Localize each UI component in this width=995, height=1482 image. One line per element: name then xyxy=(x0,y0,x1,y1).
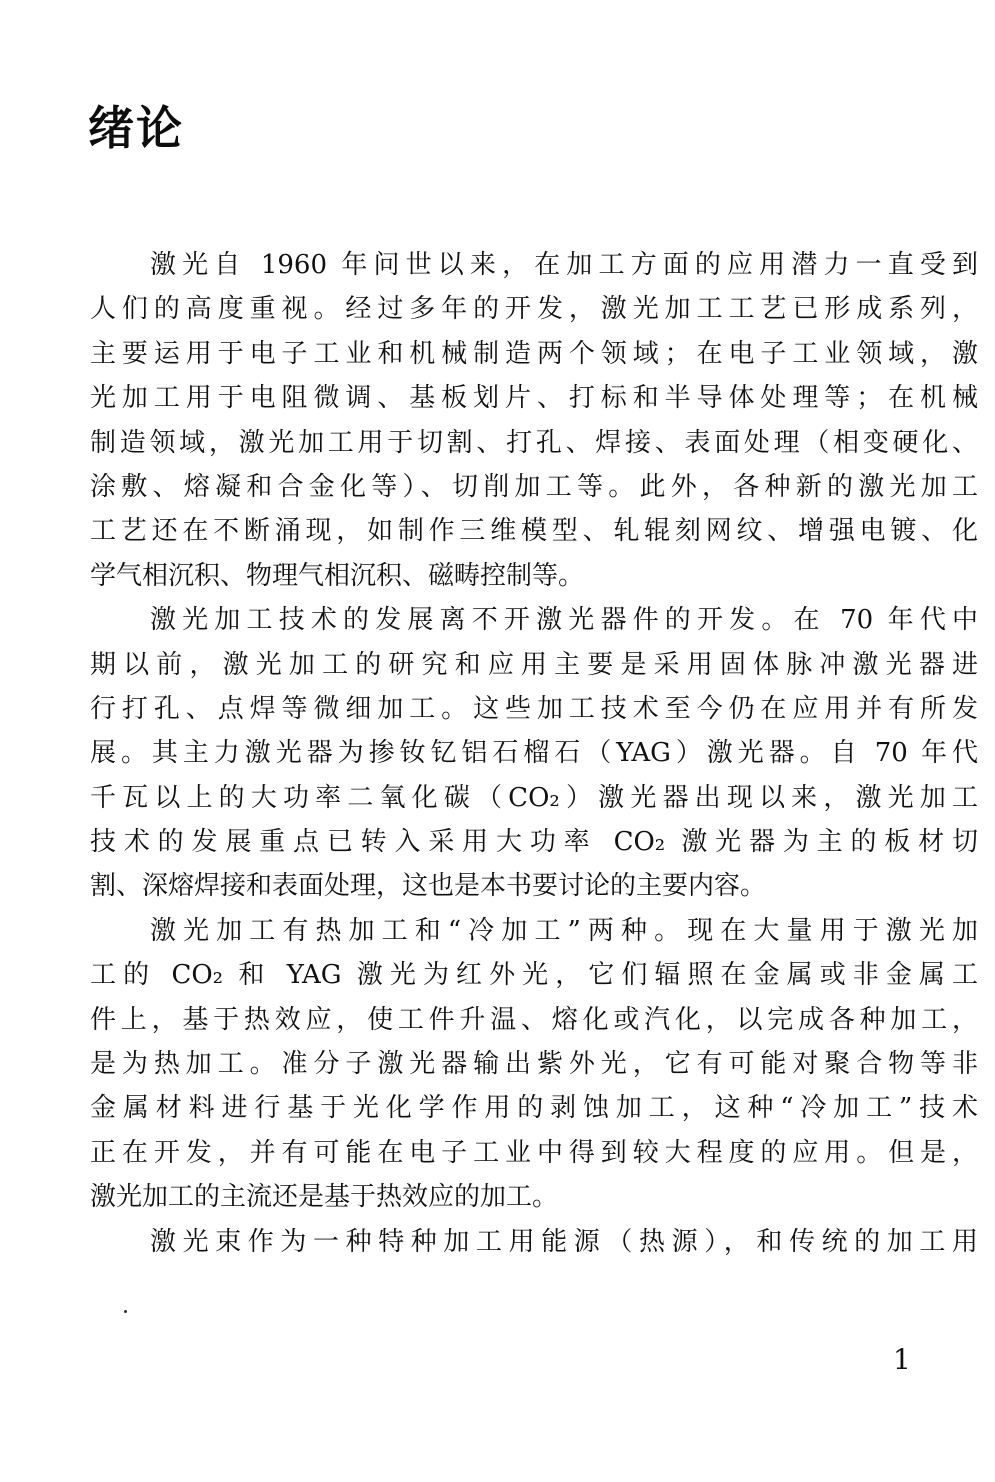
paragraph-line: 技术的发展重点已转入采用大功率 CO₂ 激光器为主的板材切 xyxy=(90,827,978,858)
paragraph-line: 激光束作为一种特种加工用能源（热源），和传统的加工用 xyxy=(150,1226,978,1257)
paragraph-line: 制造领域，激光加工用于切割、打孔、焊接、表面处理（相变硬化、 xyxy=(90,427,978,458)
paragraph-line: 割、深熔焊接和表面处理，这也是本书要讨论的主要内容。 xyxy=(90,871,767,902)
paragraph-line: 激光加工有热加工和“冷加工”两种。现在大量用于激光加 xyxy=(150,915,978,946)
paragraph-line: 件上，基于热效应，使工件升温、熔化或汽化，以完成各种加工， xyxy=(90,1004,978,1035)
paragraph-line: 行打孔、点焊等微细加工。这些加工技术至今仍在应用并有所发 xyxy=(90,693,978,724)
paragraph-line: 展。其主力激光器为掺钕钇铝石榴石（YAG）激光器。自 70 年代 xyxy=(90,738,978,769)
paragraph-line: 是为热加工。准分子激光器输出紫外光，它有可能对聚合物等非 xyxy=(90,1049,978,1080)
paragraph-line: 工艺还在不断涌现，如制作三维模型、轧辊刻网纹、增强电镀、化 xyxy=(90,516,978,547)
paragraph-line: 正在开发，并有可能在电子工业中得到较大程度的应用。但是， xyxy=(90,1137,978,1168)
scan-speck xyxy=(124,1310,127,1313)
paragraph-line: 激光加工的主流还是基于热效应的加工。 xyxy=(90,1182,559,1213)
paragraph-line: 人们的高度重视。经过多年的开发，激光加工工艺已形成系列， xyxy=(90,294,978,325)
paragraph-line: 主要运用于电子工业和机械制造两个领域；在电子工业领域，激 xyxy=(90,338,978,369)
paragraph-line: 激光加工技术的发展离不开激光器件的开发。在 70 年代中 xyxy=(150,605,978,636)
paragraph-line: 期以前，激光加工的研究和应用主要是采用固体脉冲激光器进 xyxy=(90,649,978,680)
paragraph-line: 光加工用于电阻微调、基板划片、打标和半导体处理等；在机械 xyxy=(90,383,978,414)
paragraph-line: 工的 CO₂ 和 YAG 激光为红外光，它们辐照在金属或非金属工 xyxy=(90,960,978,991)
page-number: 1 xyxy=(893,1343,911,1376)
chapter-title: 绪论 xyxy=(88,101,184,155)
paragraph-line: 学气相沉积、物理气相沉积、磁畴控制等。 xyxy=(90,560,585,591)
paragraph-line: 激光自 1960 年问世以来，在加工方面的应用潜力一直受到 xyxy=(150,250,978,280)
paragraph-line: 千瓦以上的大功率二氧化碳（CO₂）激光器出现以来，激光加工 xyxy=(90,782,978,813)
paragraph-line: 金属材料进行基于光化学作用的剥蚀加工，这种“冷加工”技术 xyxy=(90,1093,978,1124)
paragraph-line: 涂敷、熔凝和合金化等）、切削加工等。此外，各种新的激光加工 xyxy=(90,471,978,502)
body-text xyxy=(90,243,978,1264)
